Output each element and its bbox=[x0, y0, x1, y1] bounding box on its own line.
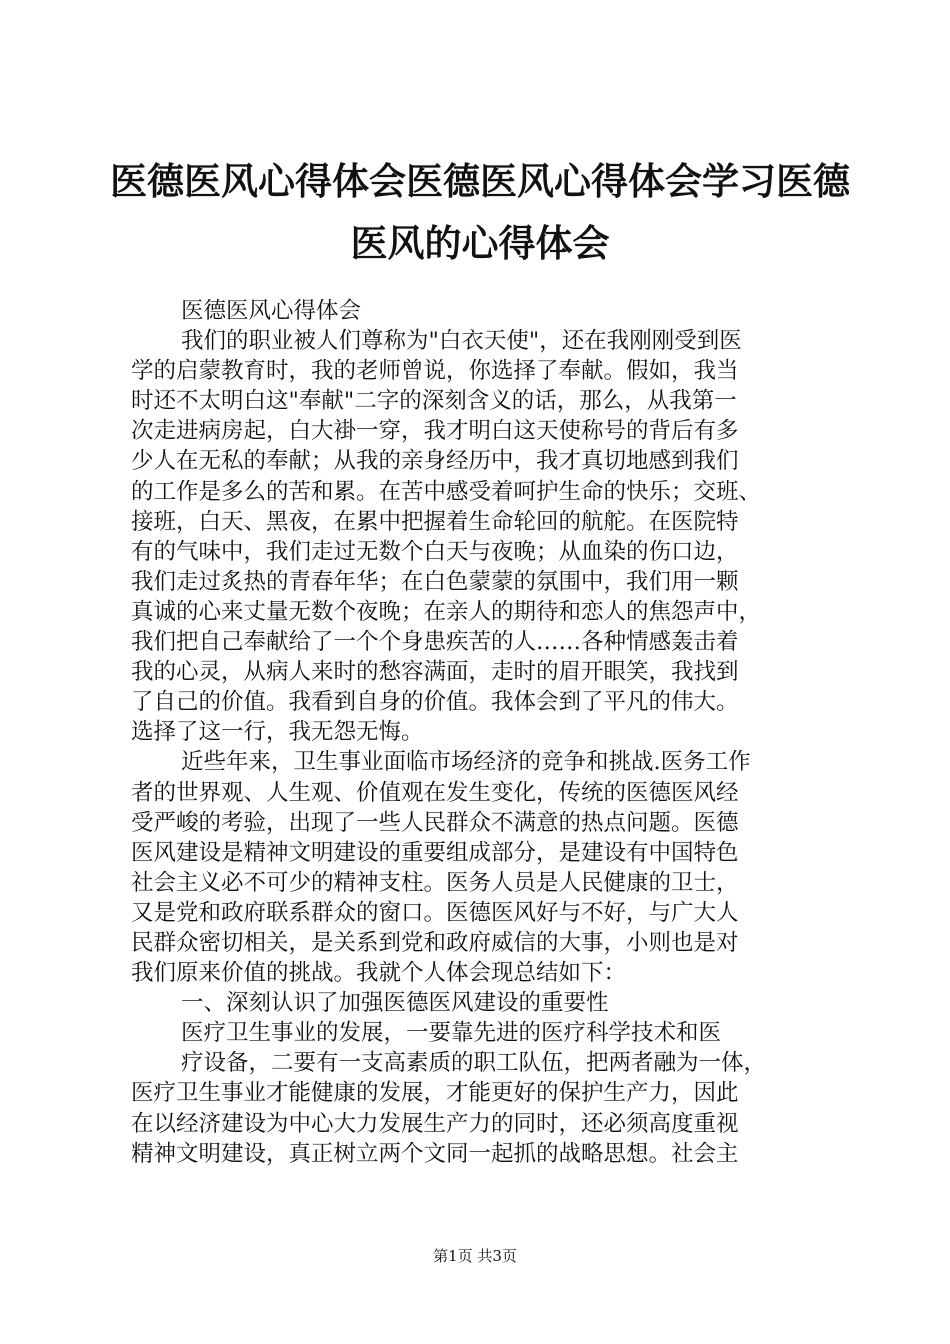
text-line: 民群众密切相关，是关系到党和政府威信的大事，小则也是对 bbox=[131, 929, 739, 956]
text-line: 了自己的价值。我看到自身的价值。我体会到了平凡的伟大。 bbox=[131, 689, 739, 716]
text-line: 有的气味中，我们走过无数个白天与夜晚；从血染的伤口边， bbox=[131, 538, 739, 565]
text-line: 医疗卫生事业才能健康的发展，才能更好的保护生产力，因此 bbox=[131, 1080, 739, 1107]
text-line: 学的启蒙教育时，我的老师曾说，你选择了奉献。假如，我当 bbox=[131, 358, 739, 385]
title-line-2: 医风的心得体会 bbox=[350, 221, 610, 265]
text-line: 医风建设是精神文明建设的重要组成部分，是建设有中国特色 bbox=[131, 839, 739, 866]
text-line: 医德医风心得体会 bbox=[181, 298, 362, 324]
text-line: 我们的职业被人们尊称为"白衣天使"，还在我刚刚受到医 bbox=[181, 328, 742, 355]
text-line: 真诚的心来丈量无数个夜晚；在亲人的期待和恋人的焦怨声中， bbox=[131, 598, 762, 625]
text-line: 又是党和政府联系群众的窗口。医德医风好与不好，与广大人 bbox=[131, 899, 739, 926]
text-line: 疗设备，二要有一支高素质的职工队伍，把两者融为一体， bbox=[181, 1050, 767, 1077]
text-line: 医疗卫生事业的发展，一要靠先进的医疗科学技术和医 bbox=[181, 1020, 722, 1047]
text-line: 接班，白天、黑夜，在累中把握着生命轮回的航舵。在医院特 bbox=[131, 508, 739, 535]
text-line: 选择了这一行，我无怨无悔。 bbox=[131, 719, 424, 746]
text-line: 受严峻的考验，出现了一些人民群众不满意的热点问题。医德 bbox=[131, 809, 739, 836]
text-line: 一、深刻认识了加强医德医风建设的重要性 bbox=[181, 990, 609, 1017]
page-title bbox=[110, 150, 850, 274]
text-line: 时还不太明白这"奉献"二字的深刻含义的话，那么，从我第一 bbox=[131, 388, 737, 415]
document-body bbox=[131, 296, 831, 1169]
title-line-1: 医德医风心得体会医德医风心得体会学习医德 bbox=[110, 159, 850, 203]
text-line: 精神文明建设，真正树立两个文同一起抓的战略思想。社会主 bbox=[131, 1140, 739, 1167]
text-line: 近些年来，卫生事业面临市场经济的竞争和挑战.医务工作 bbox=[181, 749, 751, 776]
text-line: 者的世界观、人生观、价值观在发生变化，传统的医德医风经 bbox=[131, 779, 739, 806]
text-line: 在以经济建设为中心大力发展生产力的同时，还必须高度重视 bbox=[131, 1110, 739, 1137]
text-line: 的工作是多么的苦和累。在苦中感受着呵护生命的快乐；交班、 bbox=[131, 478, 762, 505]
text-line: 我的心灵，从病人来时的愁容满面，走时的眉开眼笑，我找到 bbox=[131, 659, 739, 686]
page-footer bbox=[0, 1246, 950, 1266]
text-line: 我们走过炙热的青春年华；在白色蒙蒙的氛围中，我们用一颗 bbox=[131, 568, 739, 595]
text-line: 次走进病房起，白大褂一穿，我才明白这天使称号的背后有多 bbox=[131, 418, 739, 445]
text-line: 我们把自己奉献给了一个个身患疾苦的人……各种情感轰击着 bbox=[131, 629, 739, 656]
text-line: 我们原来价值的挑战。我就个人体会现总结如下： bbox=[131, 960, 627, 987]
page-number-label: 第1页 共3页 bbox=[433, 1247, 517, 1265]
text-line: 少人在无私的奉献；从我的亲身经历中，我才真切地感到我们 bbox=[131, 448, 739, 475]
text-line: 社会主义必不可少的精神支柱。医务人员是人民健康的卫士， bbox=[131, 869, 739, 896]
